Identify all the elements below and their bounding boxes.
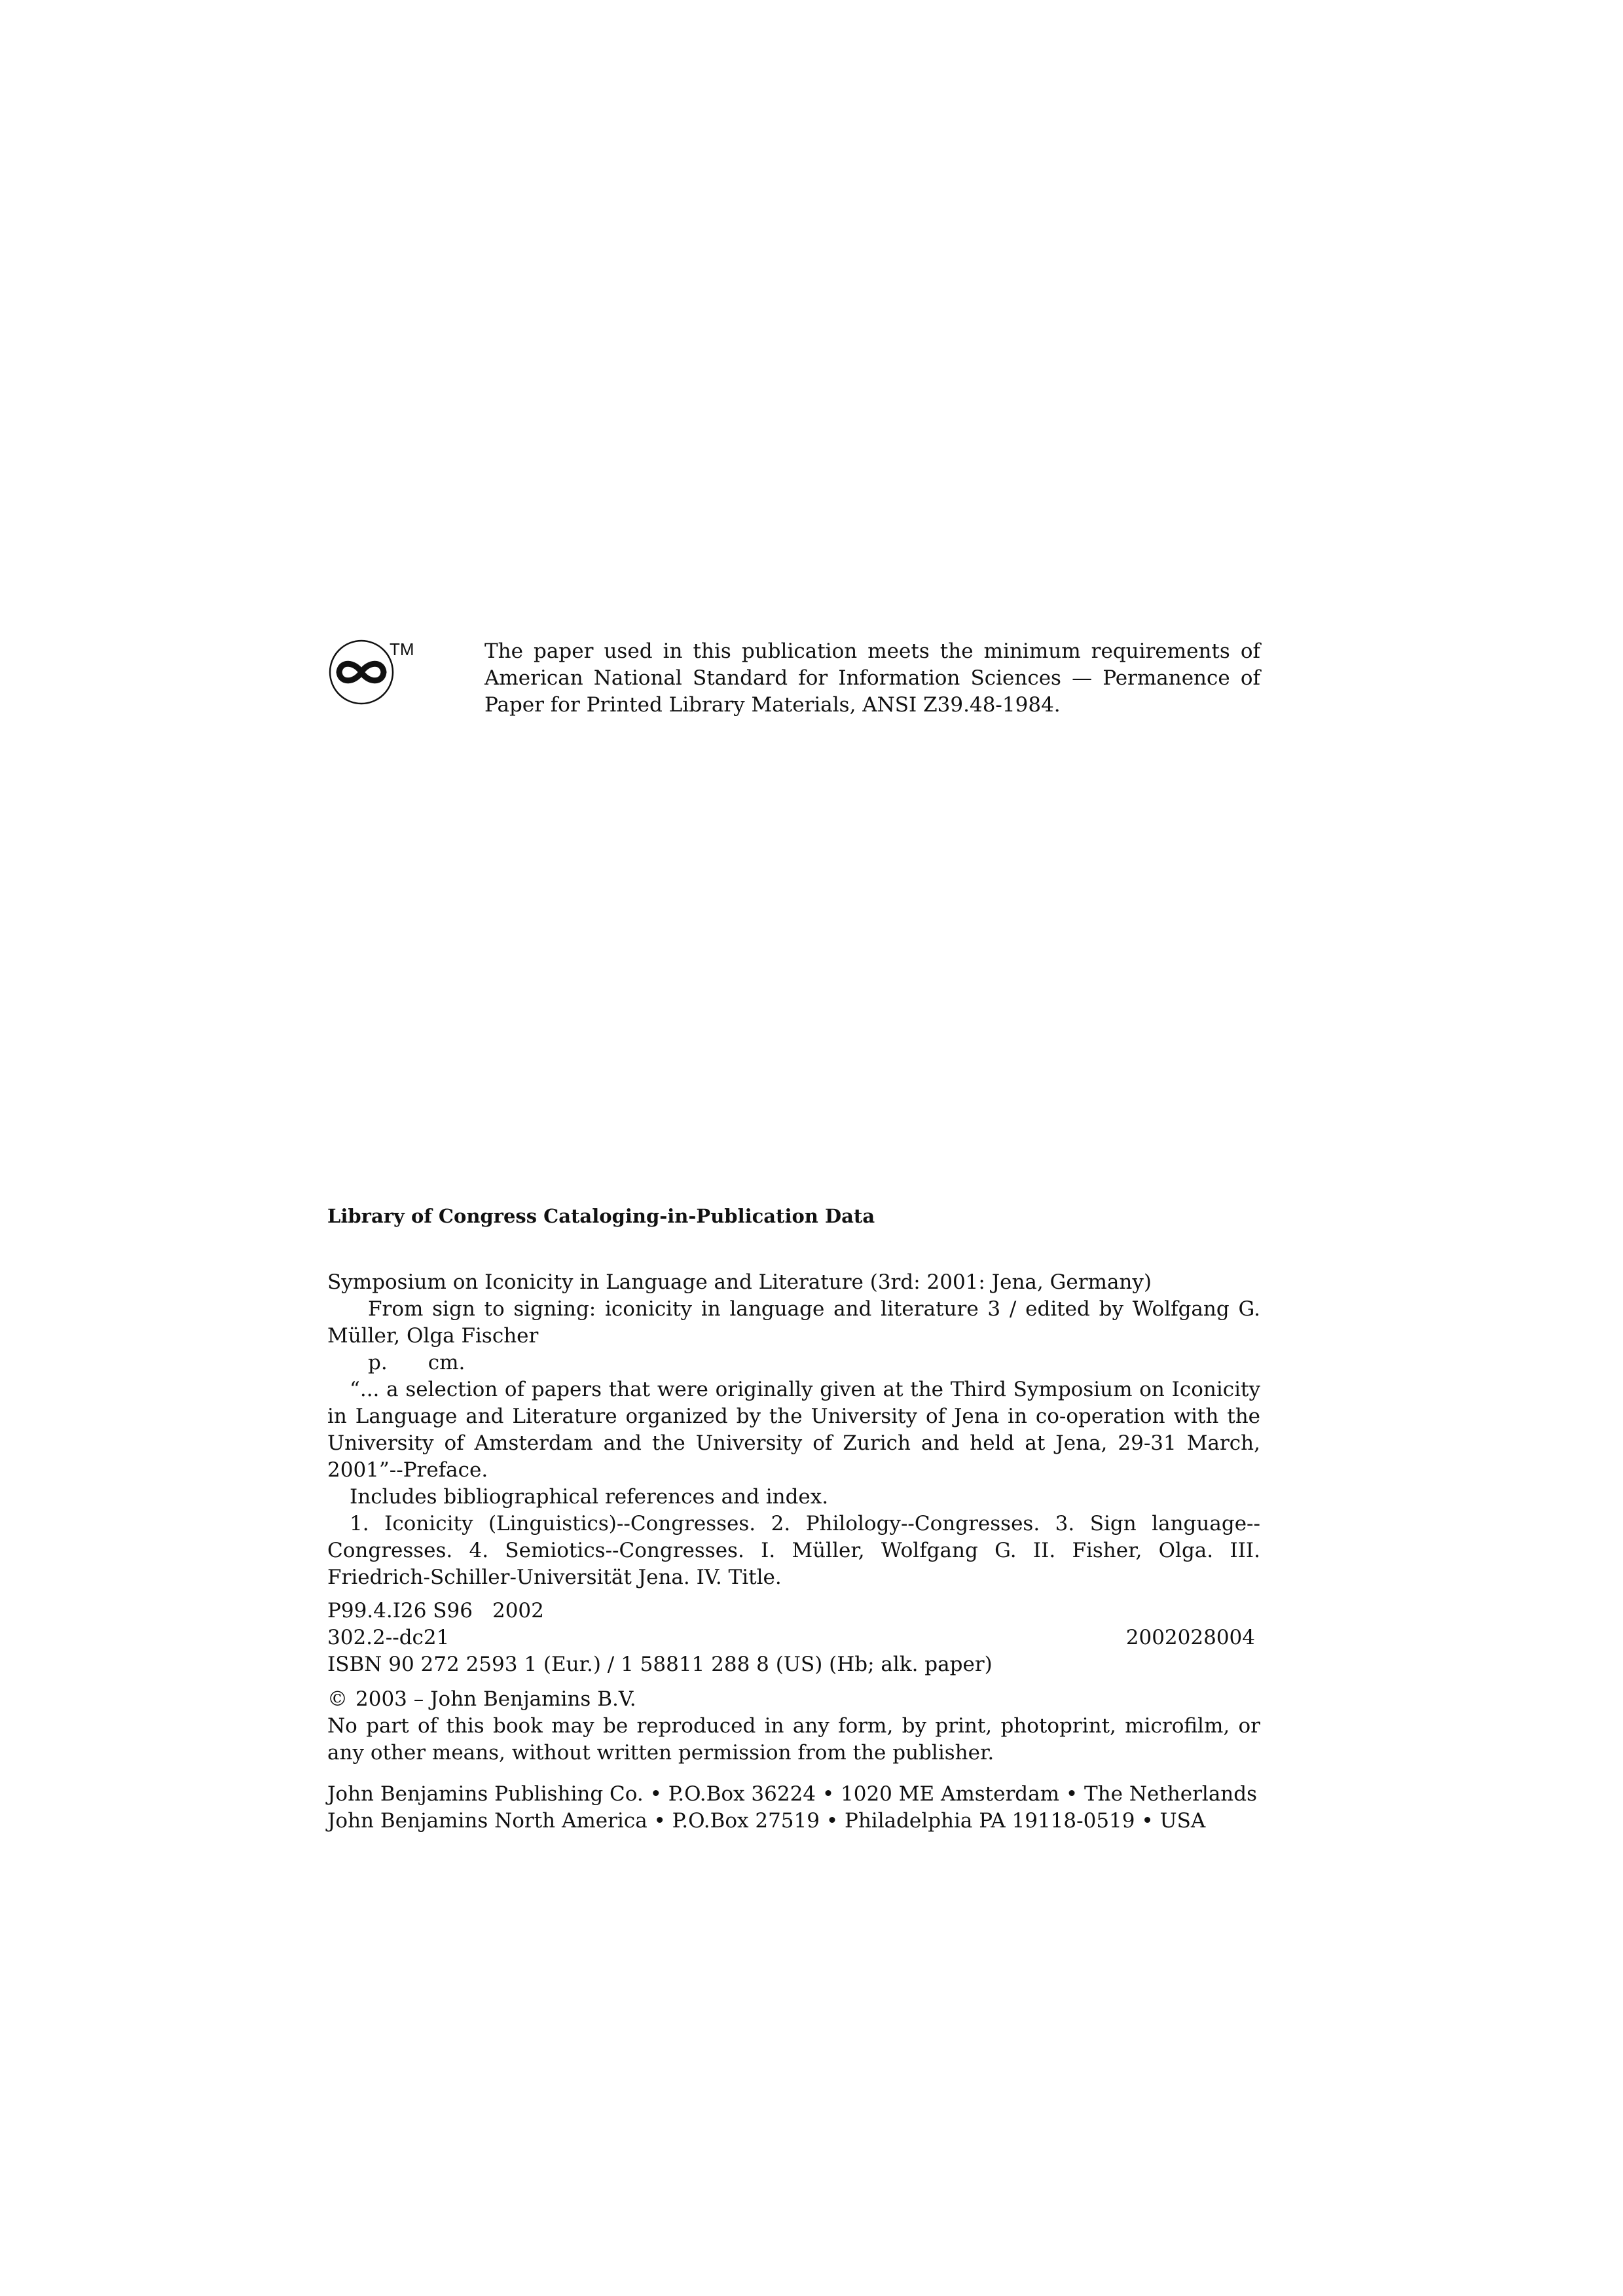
main-entry: Symposium on Iconicity in Language and Literature (3rd: 2001: Jena, Germany)	[327, 1270, 1152, 1294]
copyright-text: 2003 – John Benjamins B.V.	[356, 1687, 636, 1711]
infinity-circle-icon	[327, 638, 396, 707]
cip-record	[327, 1269, 1260, 1591]
copyright-block	[327, 1686, 1260, 1767]
pages-label: p.	[368, 1351, 388, 1374]
publisher-addresses	[327, 1781, 1260, 1835]
dewey-row	[327, 1624, 1260, 1651]
lc-class: P99.4.I26 S96	[327, 1599, 473, 1623]
classification-block	[327, 1598, 1260, 1678]
copyright-line	[327, 1686, 1260, 1713]
isbn-line: ISBN 90 272 2593 1 (Eur.) / 1 58811 288 8 (US) (Hb; alk. paper)	[327, 1653, 993, 1676]
cip-data-block	[327, 1203, 1260, 1835]
copyright-symbol: ©	[327, 1687, 348, 1711]
dewey-number: 302.2--dc21	[327, 1626, 450, 1649]
physical-description	[327, 1350, 1260, 1376]
lc-call-number	[327, 1598, 1260, 1624]
quote-note: “... a selection of papers that were originally given at the Third Symposium on Iconicity in Language and Literature organized by the University of Jena in co-operation with the University of Amsterdam and the University of Zurich and held at Jena, 29-31 March, 2001”--Preface.	[327, 1378, 1260, 1482]
publisher-address-europe: John Benjamins Publishing Co. • P.O.Box 36224 • 1020 ME Amsterdam • The Netherlands	[327, 1782, 1258, 1806]
rights-statement: No part of this book may be reproduced in any form, by print, photoprint, microfilm, or any other means, without written permission from the publisher.	[327, 1714, 1260, 1765]
trademark-mark: TM	[390, 639, 414, 659]
lccn: 2002028004	[1125, 1626, 1255, 1649]
size-label: cm.	[428, 1351, 465, 1374]
notice-text: The paper used in this publication meets the minimum requirements of American National Standard for Information Sciences — Permanence of Paper for Printed Library Materials, ANSI Z39.48-1984.	[484, 639, 1260, 717]
cip-heading: Library of Congress Cataloging-in-Publication Data	[327, 1205, 875, 1227]
subject-headings: 1. Iconicity (Linguistics)--Congresses. 2. Philology--Congresses. 3. Sign language--Congresses. 4. Semiotics--Congresses. I. Müller, Wolfgang G. II. Fisher, Olga. III. Friedrich-Schiller-Universität Jena. IV. Title.	[327, 1512, 1260, 1589]
bibliography-note: Includes bibliographical references and index.	[350, 1485, 829, 1509]
lc-year: 2002	[492, 1599, 544, 1623]
publisher-address-north-america: John Benjamins North America • P.O.Box 27519 • Philadelphia PA 19118-0519 • USA	[327, 1809, 1206, 1833]
title-statement: From sign to signing: iconicity in language and literature 3 / edited by Wolfgang G. Müller, Olga Fischer	[327, 1297, 1260, 1348]
